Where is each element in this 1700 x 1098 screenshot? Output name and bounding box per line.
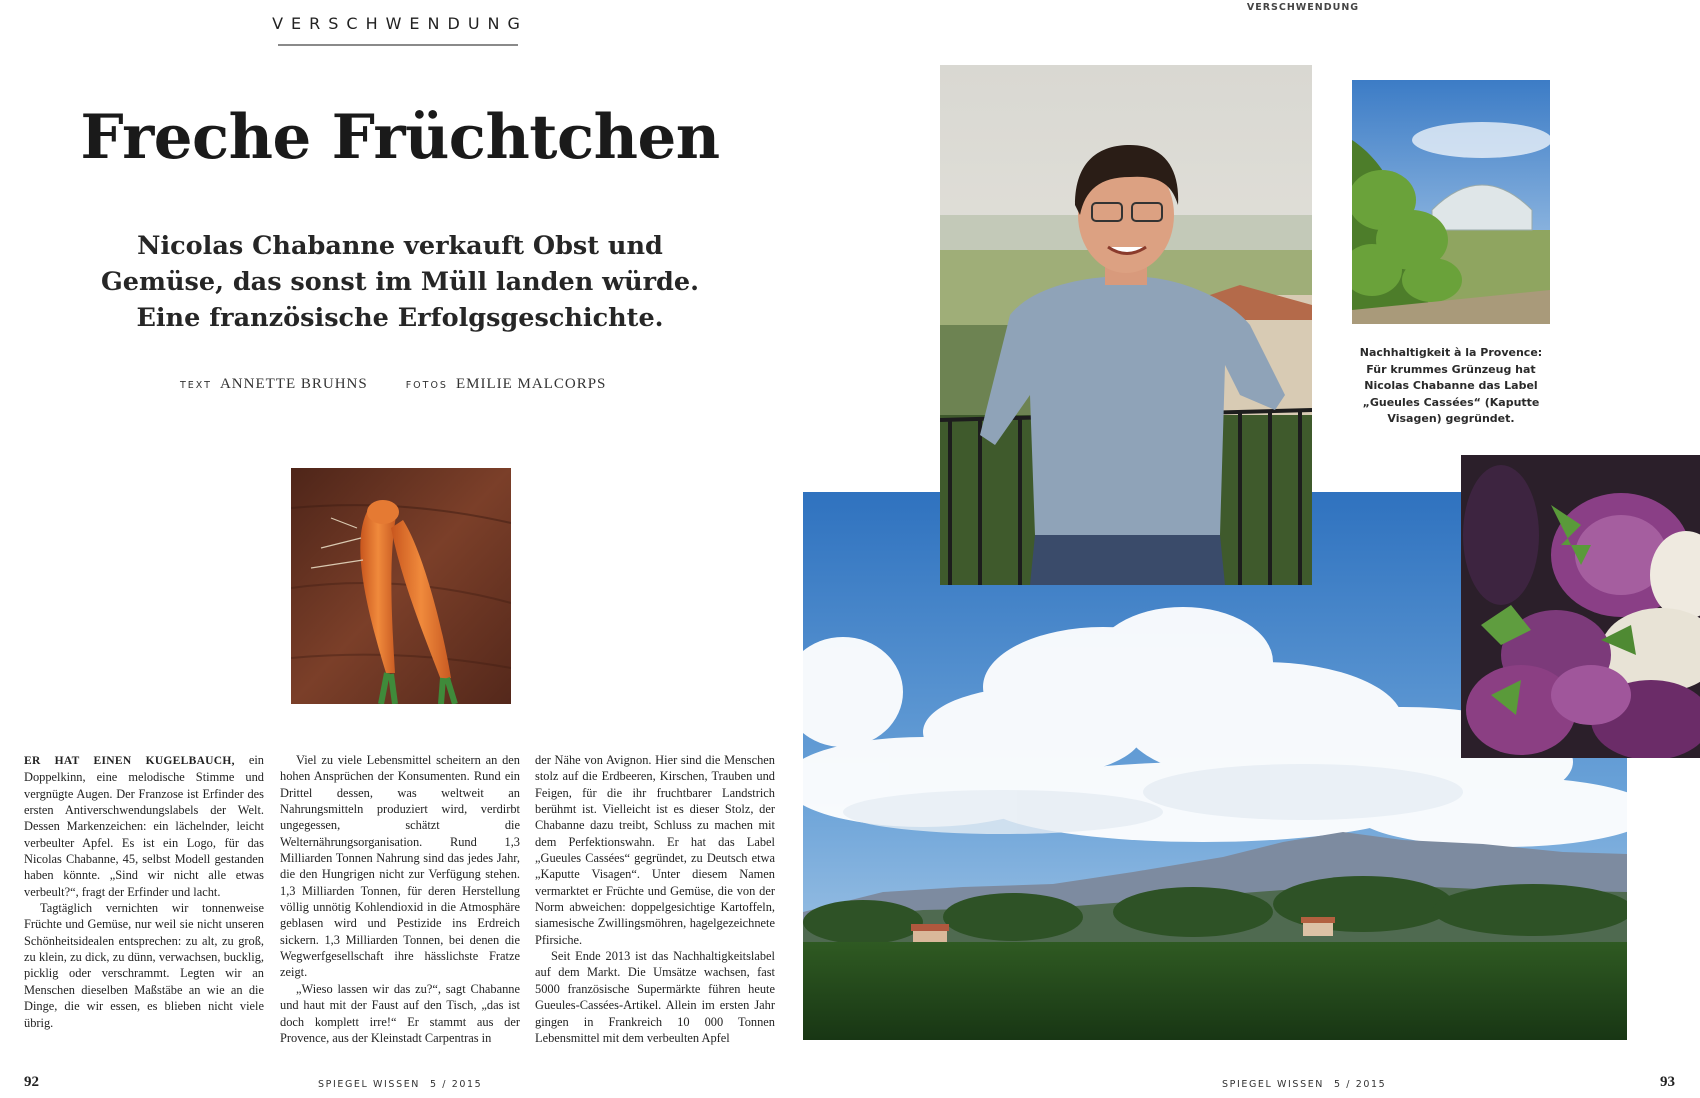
article-title: Freche Früchtchen — [80, 102, 720, 173]
caption-line: Nachhaltigkeit à la Provence: — [1359, 346, 1543, 359]
photo-author: EMILIE MALCORPS — [455, 376, 607, 392]
photo-caption — [1342, 345, 1560, 428]
section-kicker: VERSCHWENDUNG — [272, 14, 528, 33]
page-number-left: 92 — [24, 1074, 39, 1090]
issue-number: 5 / 2015 — [1334, 1079, 1387, 1090]
lead-in: ER HAT EINEN KUGELBAUCH, — [24, 755, 235, 767]
byline — [180, 376, 640, 393]
section-kicker-right: VERSCHWENDUNG — [1246, 2, 1360, 13]
subtitle-line: Nicolas Chabanne verkauft Obst und — [137, 231, 663, 261]
subtitle-line: Eine französische Erfolgsgeschichte. — [136, 303, 664, 333]
issue-number: 5 / 2015 — [430, 1079, 483, 1090]
portrait-illustration — [940, 65, 1312, 585]
eggplants-illustration — [1461, 455, 1700, 758]
body-column-1 — [24, 752, 264, 1031]
nicolas-chabanne-portrait — [940, 65, 1312, 585]
eggplants-photo — [1461, 455, 1700, 758]
body-column-2 — [280, 752, 520, 1046]
vineyard-illustration — [1352, 80, 1550, 324]
magazine-footer-left — [318, 1079, 482, 1090]
text-credit-label: TEXT — [180, 380, 212, 391]
caption-line: Für krummes Grünzeug hat — [1366, 362, 1536, 376]
magazine-footer-right — [1222, 1079, 1386, 1090]
magazine-name: SPIEGEL WISSEN — [1222, 1079, 1325, 1090]
photo-credit-label: FOTOS — [405, 380, 448, 391]
paragraph: Tagtäglich vernichten wir tonnenweise Früchte und Gemüse, nur weil sie nicht unseren Schönheitsidealen entsprechen: zu alt, zu groß, zu klein, zu dick, zu dünn, verwachsen, bucklig, picklig oder verschrammt. Legten wir an Menschen dieselben Maßstäbe an wie an die Dinge, die wir essen, es blieben nicht viele übrig. — [24, 901, 264, 1030]
paragraph: Seit Ende 2013 ist das Nachhaltigkeitslabel auf dem Markt. Die Umsätze wachsen, fast 5000 französische Supermärkte führen heute Gueules-Cassées-Artikel. Allein im ersten Jahr gingen in Frankreich 10 000 Tonnen Lebensmittel mit dem verbeulten Apfel — [535, 949, 775, 1045]
paragraph: Viel zu viele Lebensmittel scheitern an den hohen Ansprüchen der Konsumenten. Rund ein Drittel dessen, was weltweit an Nahrungsmitteln produziert wird, verdirbt ungegessen, schätzt die Welternährungsorganisation. Rund 1,3 Milliarden Tonnen Nahrung sind das jedes Jahr, die den Hungrigen nicht zur Verfügung stehen. 1,3 Milliarden Tonnen, für deren Herstellung völlig unnötig Kohlendioxid in die Atmosphäre geblasen wird und Pestizide ins Erdreich sickern. 1,3 Milliarden Tonnen, bei denen die Wegwerfgesellschaft ihre hässlichste Fratze zeigt. — [280, 753, 520, 980]
text-author: ANNETTE BRUHNS — [219, 376, 368, 392]
kicker-underline — [278, 44, 518, 46]
carrots-illustration — [291, 468, 511, 704]
paragraph-text: ein Doppelkinn, eine melodische Stimme und vergnügte Augen. Der Franzose ist Erfinder des ersten Antiverschwendungslabels der Welt. Dessen Markenzeichen: ein lächelnder, leicht verbeulter Apfel. Es ist ein Logo, für das Nicolas Chabanne, 45, selbst Modell gestanden haben könnte. „Sind wir nicht alle etwas verbeult?“, fragt der Erfinder und lacht. — [24, 753, 264, 899]
caption-line: „Gueules Cassées“ (Kaputte — [1362, 395, 1540, 409]
paragraph — [24, 752, 264, 900]
carrots-photo — [291, 468, 511, 704]
paragraph: „Wieso lassen wir das zu?“, sagt Chabanne und haut mit der Faust auf den Tisch, „das ist doch komplett irre!“ Er stammt aus der Provence, aus der Kleinstadt Carpentras in — [280, 981, 520, 1045]
subtitle-line: Gemüse, das sonst im Müll landen würde. — [100, 267, 699, 297]
vineyard-greenhouse-photo — [1352, 80, 1550, 324]
magazine-name: SPIEGEL WISSEN — [318, 1079, 421, 1090]
caption-line: Visagen) gegründet. — [1387, 412, 1515, 425]
paragraph: der Nähe von Avignon. Hier sind die Menschen stolz auf die Erdbeeren, Kirschen, Trauben und Feigen, für die ihr fruchtbarer Landstrich berühmt ist. Vielleicht ist es dieser Stolz, der Chabanne dazu treibt, Schluss zu machen mit dem Perfektionswahn. Er hat das Label „Gueules Cassées“ gegründet, zu Deutsch etwa „Kaputte Visagen“. Unter diesem Namen vermarktet er Früchte und Gemüse, die von der Norm abweichen: doppelgesichtige Kartoffeln, siamesische Zwillingsmöhren, hagelgezeichnete Pfirsiche. — [535, 753, 775, 947]
caption-line: Nicolas Chabanne das Label — [1364, 379, 1538, 392]
page-number-right: 93 — [1660, 1074, 1675, 1090]
article-subtitle — [80, 228, 720, 336]
body-column-3 — [535, 752, 775, 1046]
